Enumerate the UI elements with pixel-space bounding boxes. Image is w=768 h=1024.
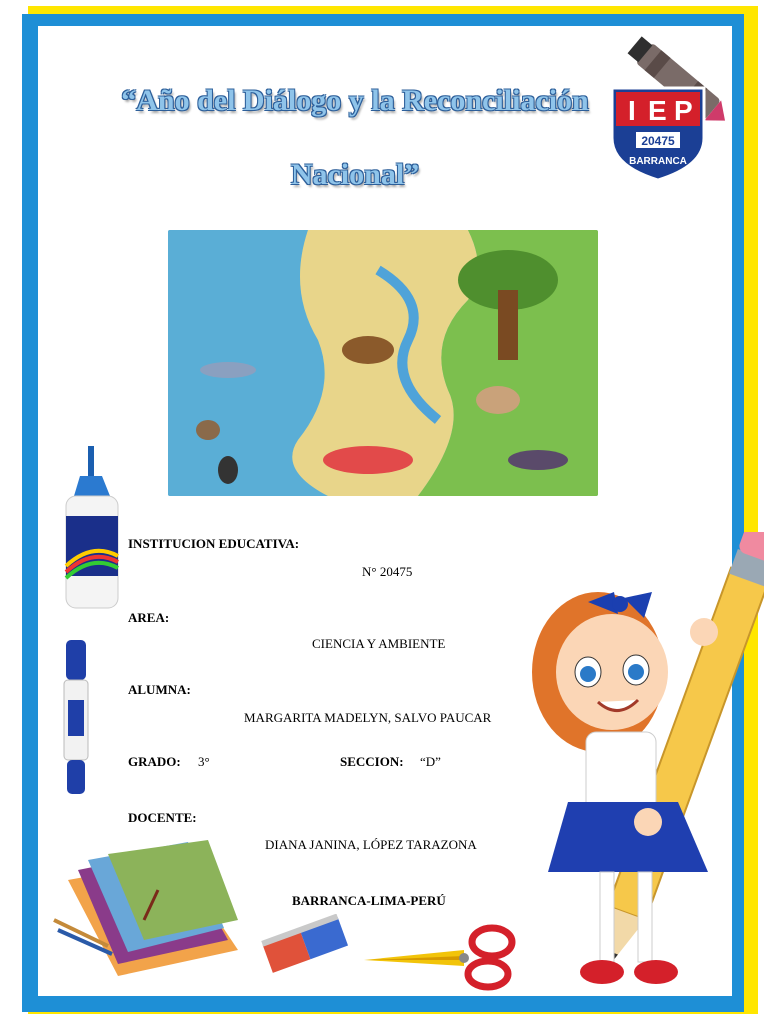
- seccion-label: SECCION:: [340, 754, 404, 769]
- colored-paper-icon: [48, 840, 248, 980]
- institucion-value: N° 20475: [362, 564, 413, 579]
- eraser-icon: [256, 914, 356, 980]
- scissors-icon: [364, 920, 520, 992]
- grado-label: GRADO:: [128, 754, 181, 769]
- school-logo: [606, 82, 710, 182]
- logo-letter-e: E: [648, 95, 667, 126]
- grado-value: 3°: [198, 754, 210, 769]
- page-title-line2: Nacional”: [290, 158, 420, 191]
- marker-icon: [62, 640, 92, 800]
- logo-place: BARRANCA: [629, 156, 687, 167]
- alumna-value: MARGARITA MADELYN, SALVO PAUCAR: [244, 710, 492, 725]
- alumna-label: ALUMNA:: [128, 682, 191, 697]
- logo-letter-p: P: [674, 95, 693, 126]
- seccion-value: “D”: [420, 754, 441, 769]
- girl-with-pencil-illustration: [528, 532, 764, 1012]
- docente-value: DIANA JANINA, LÓPEZ TARAZONA: [265, 837, 477, 852]
- docente-label: DOCENTE:: [128, 810, 197, 825]
- page-title: “Año del Diálogo y la Reconciliación: [121, 84, 589, 117]
- logo-letter-i: I: [628, 95, 636, 126]
- area-value: CIENCIA Y AMBIENTE: [312, 636, 446, 651]
- location-text: BARRANCA-LIMA-PERÚ: [292, 893, 446, 908]
- area-label: AREA:: [128, 610, 170, 625]
- peru-regions-animals-illustration: [168, 230, 598, 496]
- logo-number: 20475: [641, 134, 675, 148]
- glue-bottle-icon: [60, 446, 124, 614]
- institucion-label: INSTITUCION EDUCATIVA:: [128, 536, 300, 551]
